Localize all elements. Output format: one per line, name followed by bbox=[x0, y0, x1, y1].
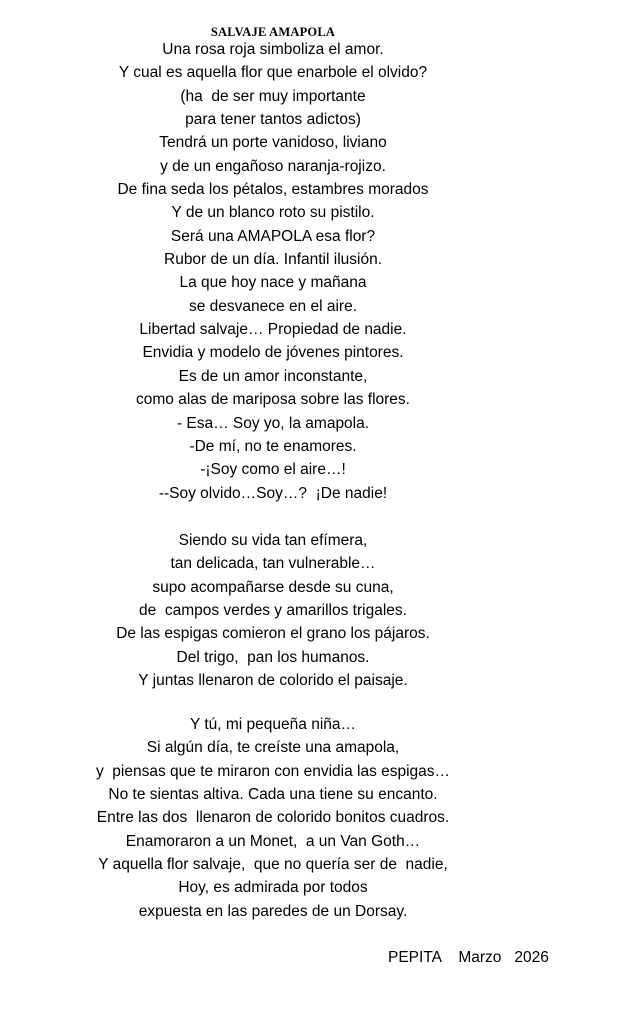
poem-line: y piensas que te miraron con envidia las espigas… bbox=[95, 762, 451, 780]
poem-line: --Soy olvido…Soy…? ¡De nadie! bbox=[158, 484, 388, 502]
poem-line: para tener tantos adictos) bbox=[185, 111, 361, 129]
poem-line: Del trigo, pan los humanos. bbox=[176, 648, 370, 666]
poem-stanza-1 bbox=[0, 38, 546, 505]
poem-line: como alas de mariposa sobre las flores. bbox=[136, 391, 410, 409]
poem-line: de campos verdes y amarillos trigales. bbox=[139, 602, 407, 620]
poem-line: Una rosa roja simboliza el amor. bbox=[162, 41, 384, 58]
poem-line: Rubor de un día. Infantil ilusión. bbox=[164, 251, 382, 269]
poem-line: Siendo su vida tan efímera, bbox=[178, 532, 368, 549]
poem-line: Y juntas llenaron de colorido el paisaje. bbox=[138, 672, 408, 690]
poem-line: No te sientas altiva. Cada una tiene su encanto. bbox=[108, 786, 438, 804]
poem-line: expuesta en las paredes de un Dorsay. bbox=[138, 902, 408, 920]
poem-line: -De mí, no te enamores. bbox=[189, 437, 357, 455]
poem-line: Hoy, es admirada por todos bbox=[178, 879, 368, 897]
poem-stanza-3 bbox=[0, 713, 546, 923]
poem-line: De las espigas comieron el grano los pájaros. bbox=[116, 625, 430, 643]
poem-line: y de un engañoso naranja-rojizo. bbox=[160, 157, 386, 175]
poem-line: Será una AMAPOLA esa flor? bbox=[170, 227, 376, 245]
poem-line: Es de un amor inconstante, bbox=[178, 367, 368, 385]
poem-line: Y aquella flor salvaje, que no quería ser de nadie, bbox=[98, 856, 448, 874]
poem-line: Y cual es aquella flor que enarbole el olvido? bbox=[118, 64, 428, 82]
poem-line: Envidia y modelo de jóvenes pintores. bbox=[142, 344, 404, 362]
poem-line: Y tú, mi pequeña niña… bbox=[189, 716, 357, 733]
poem-line: Entre las dos llenaron de colorido bonitos cuadros. bbox=[96, 809, 450, 827]
poem-line: De fina seda los pétalos, estambres morados bbox=[117, 181, 429, 199]
poem-line: - Esa… Soy yo, la amapola. bbox=[176, 414, 370, 432]
poem-line: Enamoraron a un Monet, a un Van Goth… bbox=[125, 832, 421, 850]
poem-title: SALVAJE AMAPOLA bbox=[210, 25, 336, 39]
poem-line: tan delicada, tan vulnerable… bbox=[170, 555, 376, 573]
poem-line: Libertad salvaje… Propiedad de nadie. bbox=[139, 321, 407, 339]
author-signature: PEPITA Marzo 2026 bbox=[388, 949, 549, 966]
poem-line: Y de un blanco roto su pistilo. bbox=[171, 204, 375, 222]
poem-line: -¡Soy como el aire…! bbox=[200, 461, 346, 479]
poem-line: La que hoy nace y mañana bbox=[179, 274, 367, 292]
poem-stanza-2 bbox=[0, 529, 546, 692]
poem-line: supo acompañarse desde su cuna, bbox=[152, 578, 394, 596]
poem-line: se desvanece en el aire. bbox=[188, 297, 358, 315]
poem-line: Tendrá un porte vanidoso, liviano bbox=[159, 134, 387, 152]
poem-line: Si algún día, te creíste una amapola, bbox=[146, 739, 400, 757]
poem-line: (ha de ser muy importante bbox=[180, 87, 366, 105]
